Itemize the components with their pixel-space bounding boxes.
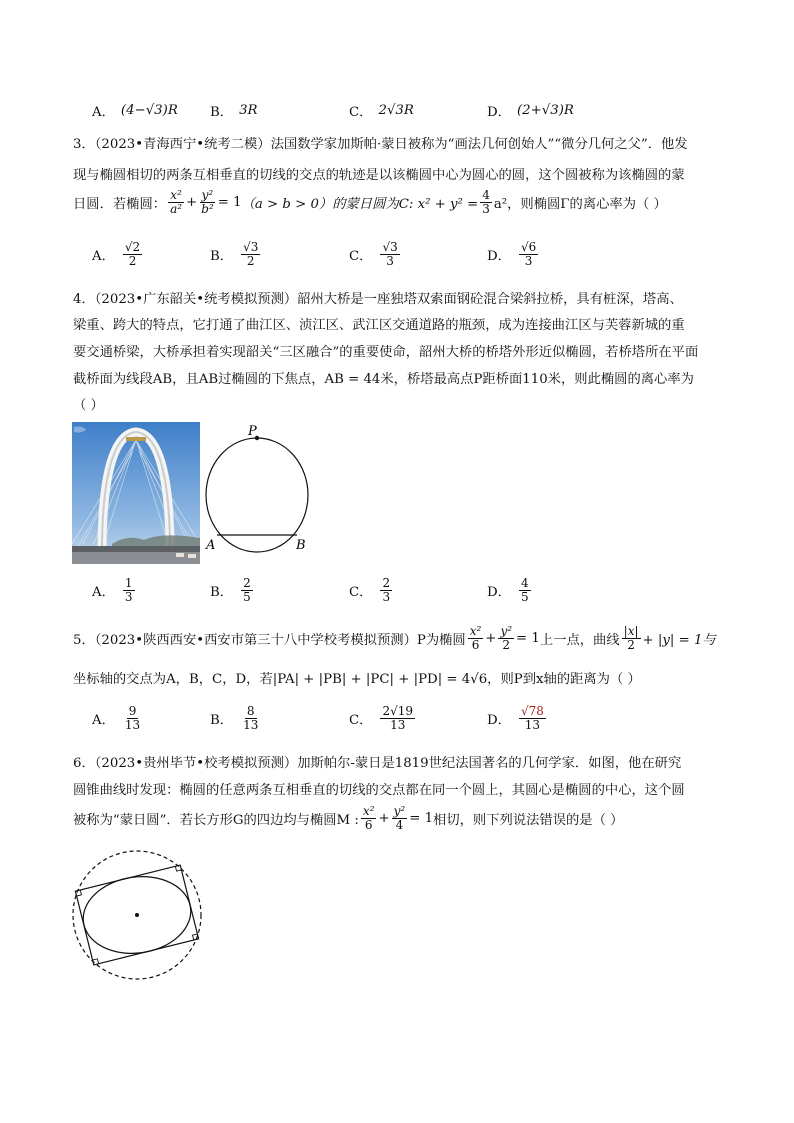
q3-line-3: 日圆．若椭圆： $\frac{\text{x²}}{\text{a²}}$ + $\frac{\text{y²}}{\text{b²}}$ = 1 （a > b > 0）的蒙日圆为C: x² + y² = $\frac{4}{3}$ a²，则椭圆Γ的离心率为（ ） <box>73 188 667 216</box>
q4-ellipse-diagram <box>200 418 316 558</box>
q2-option-a[interactable]: A． (4−√3)R <box>92 102 178 120</box>
q4-line-1: 4．（2023•广东韶关•统考模拟预测）韶州大桥是一座独塔双索面钢砼混合梁斜拉桥，具有桩深，塔高、 <box>73 292 683 307</box>
q5-frac-absx: $\frac{|x|}{2}$ <box>623 624 639 652</box>
bridge-deck <box>72 546 200 552</box>
q4-option-c[interactable]: C． $\frac{2}{3}$ <box>349 575 391 604</box>
q4-line-5: （ ） <box>73 398 104 413</box>
q5-line-2: 坐标轴的交点为A，B，C，D，若|PA| + |PB| + |PC| + |PD| = 4√6，则P到x轴的距离为（ ） <box>73 672 641 687</box>
q3-option-d[interactable]: D． $\frac{√6}{3}$ <box>487 239 537 268</box>
q3-option-a[interactable]: A． $\frac{√2}{2}$ <box>92 239 141 268</box>
q4-option-b[interactable]: B． $\frac{2}{5}$ <box>210 575 251 604</box>
q3-frac-x: $\frac{\text{x²}}{\text{a²}}$ <box>170 188 183 216</box>
q4-line-2: 梁重、跨大的特点，它打通了曲江区、浈江区、武江区交通道路的瓶颈，成为连接曲江区与芙蓉新城的重 <box>73 318 685 333</box>
q4-options <box>0 575 794 605</box>
bridge-photo <box>72 422 200 564</box>
q3-option-c[interactable]: C． $\frac{√3}{3}$ <box>349 239 398 268</box>
label-a: A <box>206 538 216 553</box>
q4-line-3: 要交通桥梁，大桥承担着实现韶关“三区融合”的重要使命，韶州大桥的桥塔外形近似椭圆，若桥塔所在平面 <box>73 345 699 360</box>
q5-option-c[interactable]: C． $\frac{2√19}{13}$ <box>349 703 414 732</box>
q2-options <box>0 95 794 125</box>
q5-option-b[interactable]: B． $\frac{8}{13}$ <box>210 703 259 732</box>
q3-frac-y: $\frac{\text{y²}}{\text{b²}}$ <box>201 188 214 216</box>
monge-circle-diagram <box>70 848 204 982</box>
q6-frac-x: $\frac{\text{x²}}{6}$ <box>362 804 375 832</box>
q4-line-4: 截桥面为线段AB，且AB过椭圆的下焦点，AB = 44米，桥塔最高点P距桥面110米，则此椭圆的离心率为 <box>73 372 694 387</box>
q3-option-b[interactable]: B． $\frac{√3}{2}$ <box>210 239 259 268</box>
q3-line-1: 3．（2023•青海西宁•统考二模）法国数学家加斯帕·蒙日被称为“画法几何创始人”“微分几何之父”．他发 <box>73 137 688 152</box>
q5-frac-y: $\frac{\text{y²}}{2}$ <box>500 624 513 652</box>
center-point <box>135 913 139 917</box>
q5-line-1: 5．（2023•陕西西安•西安市第三十八中学校考模拟预测）P为椭圆 $\frac{\text{x²}}{6}$ + $\frac{\text{y²}}{2}$ = 1 上一点，曲线 $\frac{|x|}{2}$ + |y| = 1与 <box>73 624 716 652</box>
q5-option-d[interactable]: D． $\frac{√78}{13}$ <box>487 703 544 732</box>
q4-option-a[interactable]: A． $\frac{1}{3}$ <box>92 575 133 604</box>
q5-option-a[interactable]: A． $\frac{9}{13}$ <box>92 703 141 732</box>
q4-option-d[interactable]: D． $\frac{4}{5}$ <box>487 575 529 604</box>
label-b: B <box>296 538 306 553</box>
q2-option-d[interactable]: D． (2+√3)R <box>487 102 574 120</box>
q6-line-2: 圆锥曲线时发现：椭圆的任意两条互相垂直的切线的交点都在同一个圆上，其圆心是椭圆的中心，这个圆 <box>73 783 685 798</box>
q5-options <box>0 703 794 733</box>
q3-frac-4-3: $\frac{4}{3}$ <box>482 188 490 216</box>
q6-frac-y: $\frac{\text{y²}}{4}$ <box>393 804 406 832</box>
q6-line-1: 6．（2023•贵州毕节•校考模拟预测）加斯帕尔-蒙日是1819世纪法国著名的几何学家．如图，他在研究 <box>73 756 682 771</box>
q2-option-c[interactable]: C． 2√3R <box>349 102 414 120</box>
q5-frac-x: $\frac{\text{x²}}{6}$ <box>469 624 482 652</box>
q6-line-3: 被称为“蒙日圆”．若长方形G的四边均与椭圆M : $\frac{\text{x²}}{6}$ + $\frac{\text{y²}}{4}$ = 1 相切，则下列说法错误的是（ ） <box>73 804 624 832</box>
q3-options <box>0 239 794 269</box>
q3-line-2: 现与椭圆相切的两条互相垂直的切线的交点的轨迹是以该椭圆中心为圆心的圆，这个圆被称为该椭圆的蒙 <box>73 168 685 183</box>
tower-plaque <box>126 437 146 441</box>
label-p: P <box>248 424 257 439</box>
q2-option-b[interactable]: B． 3R <box>210 102 258 120</box>
